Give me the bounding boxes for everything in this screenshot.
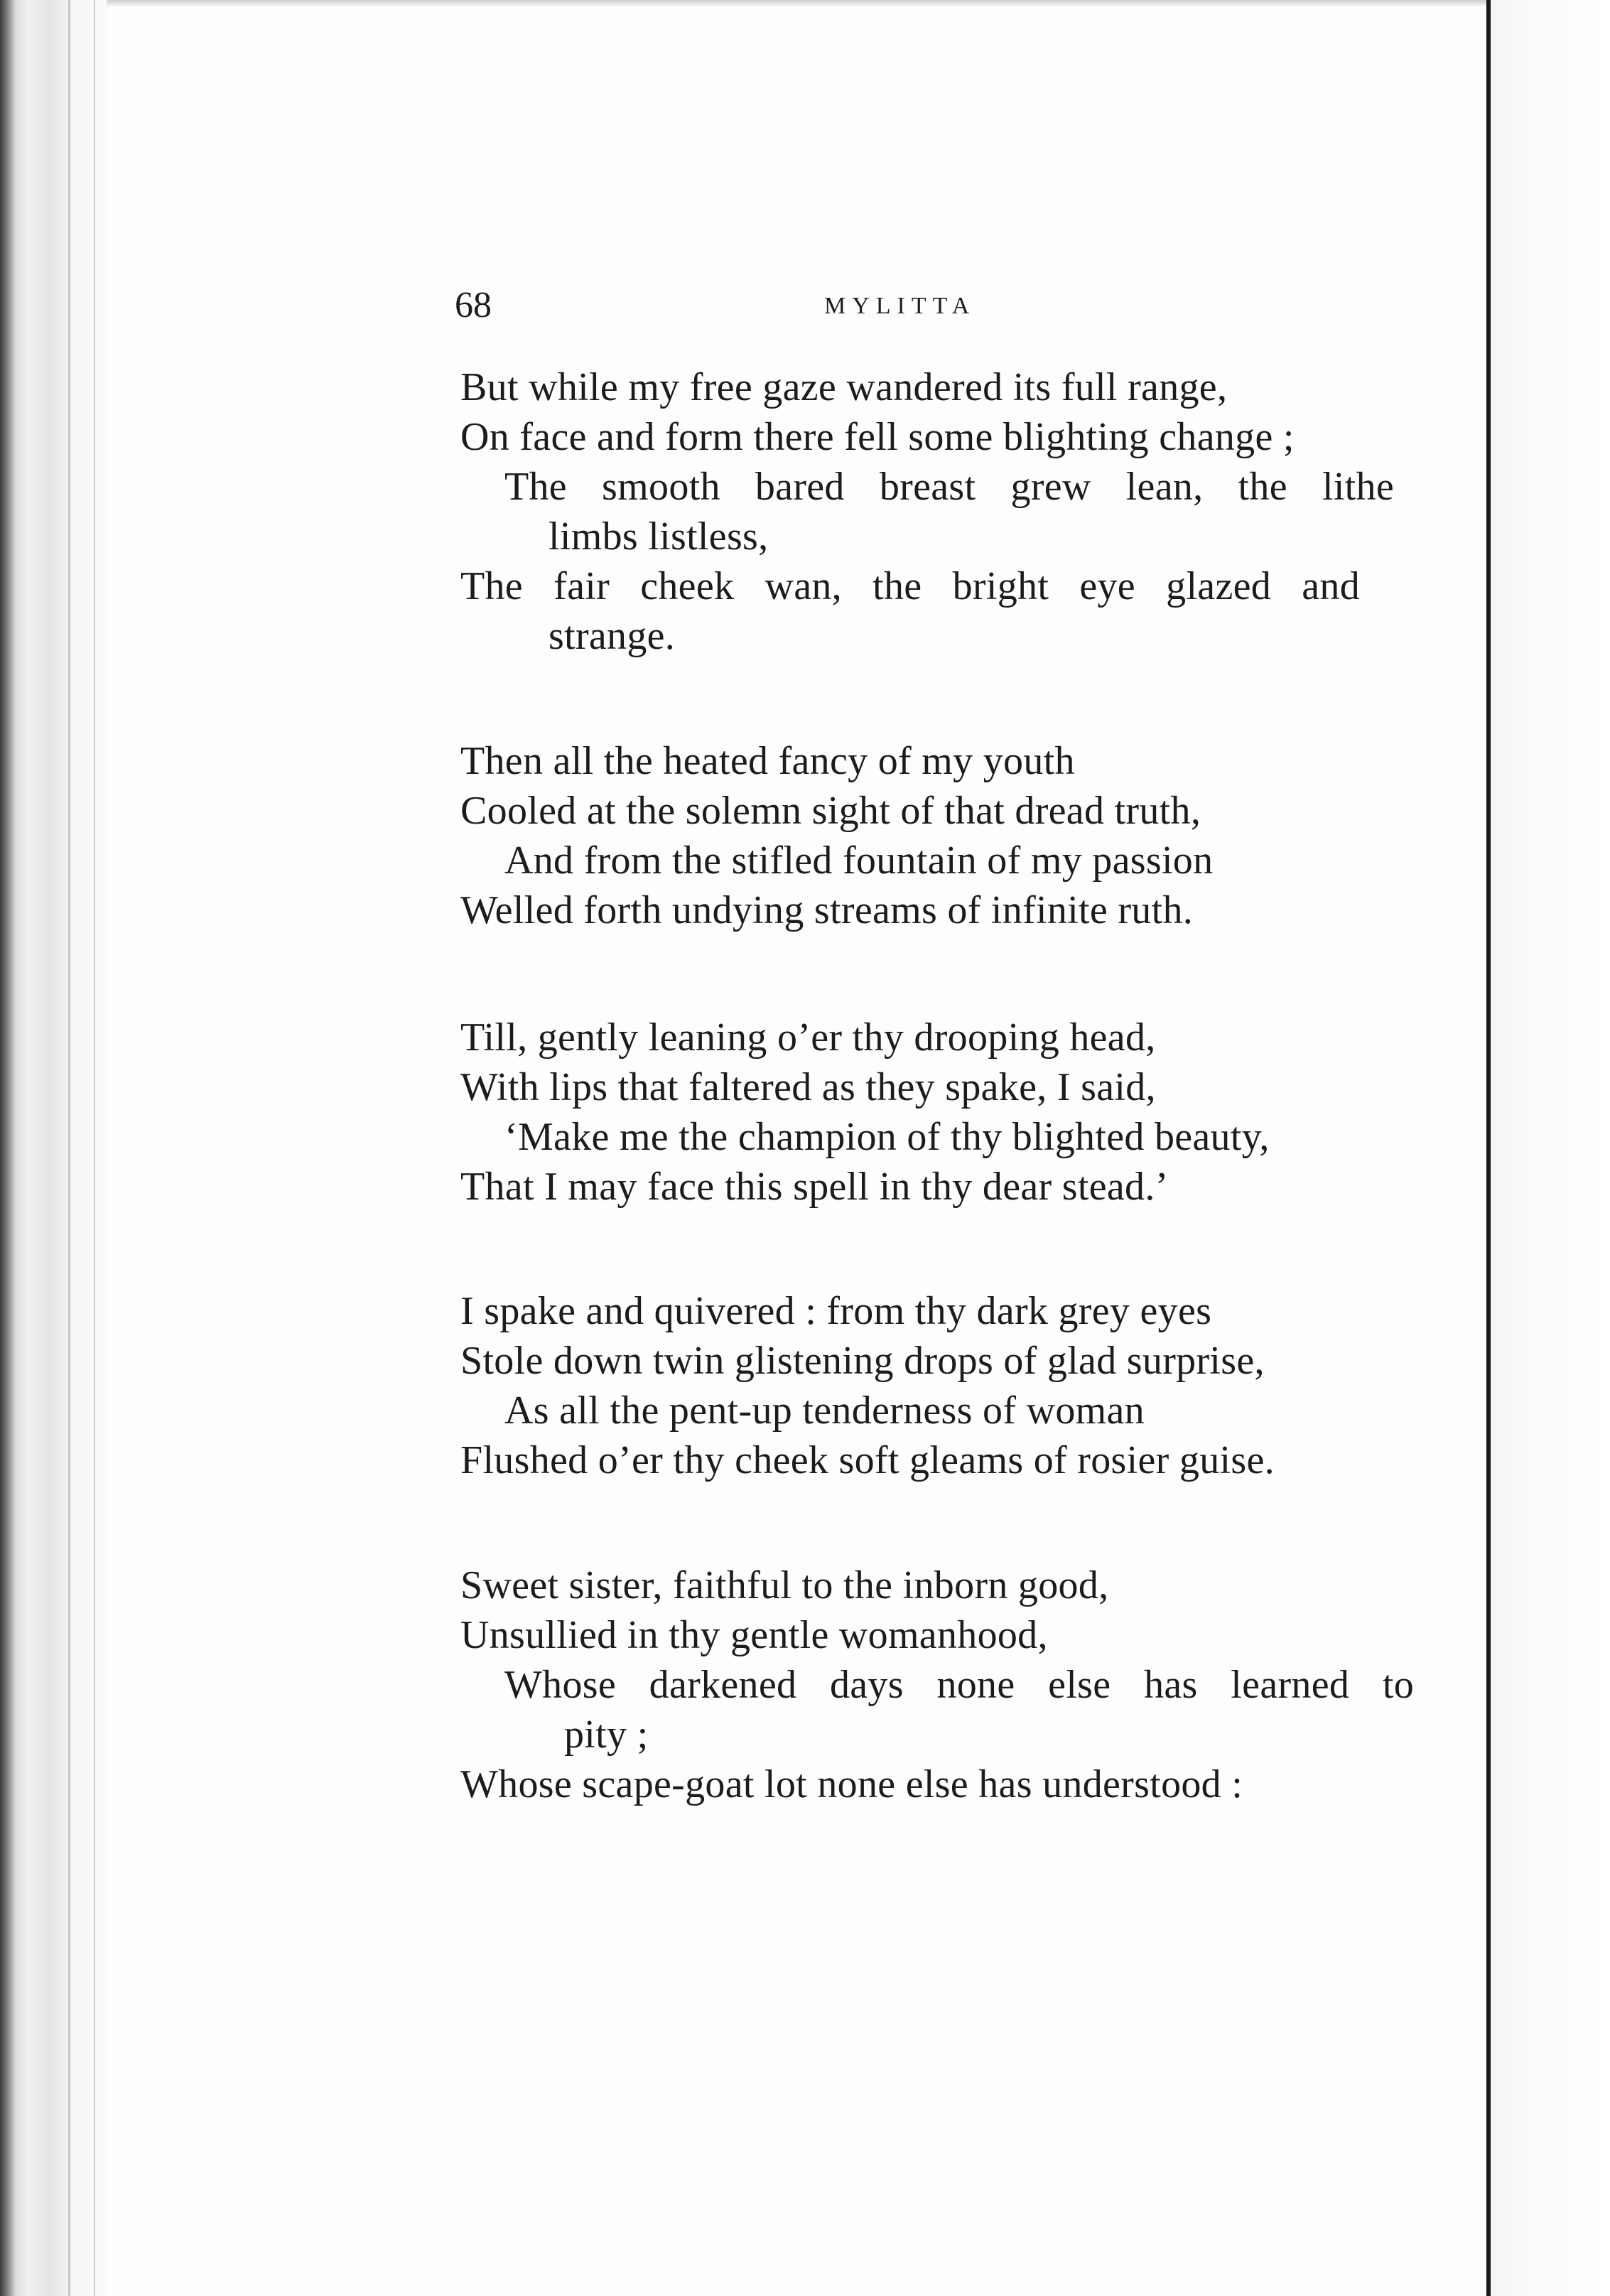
poem-line: As all the pent-up tenderness of woman [504, 1389, 1145, 1433]
poem-line: The smooth bared breast grew lean, the lithe [504, 465, 1394, 509]
poem-line: I spake and quivered : from thy dark grey eyes [460, 1289, 1212, 1333]
running-title: MYLITTA [824, 293, 976, 319]
poem-line: The fair cheek wan, the bright eye glazed and [460, 564, 1360, 608]
binding-gutter [0, 0, 107, 2296]
stanza-1 [460, 362, 1412, 661]
page-number: 68 [455, 285, 492, 325]
poem-line: Till, gently leaning o’er thy drooping head, [460, 1015, 1156, 1060]
poem-line: Then all the heated fancy of my youth [460, 739, 1075, 783]
gutter-fold-line [94, 0, 95, 2296]
poem-line: Unsullied in thy gentle womanhood, [460, 1613, 1048, 1657]
top-edge-shadow [107, 0, 1486, 7]
poem-line-continuation: pity ; [564, 1713, 649, 1757]
poem-line: Cooled at the solemn sight of that dread truth, [460, 789, 1201, 833]
poem-line: On face and form there fell some blighting change ; [460, 415, 1295, 459]
poem-line: And from the stifled fountain of my passion [504, 839, 1214, 883]
poem-line: Whose darkened days none else has learned to [504, 1663, 1414, 1707]
poem-line: ‘Make me the champion of thy blighted beauty, [504, 1115, 1270, 1159]
poem-line: Whose scape-goat lot none else has understood : [460, 1762, 1243, 1806]
stanza-3 [460, 1013, 1412, 1212]
poem-line: But while my free gaze wandered its full range, [460, 365, 1228, 409]
poem-line-continuation: limbs listless, [549, 514, 769, 559]
poem-line: Welled forth undying streams of infinite ruth. [460, 888, 1194, 932]
poem-line: With lips that faltered as they spake, I said, [460, 1065, 1156, 1109]
poem-line: Sweet sister, faithful to the inborn good, [460, 1563, 1109, 1607]
poem-line-continuation: strange. [549, 614, 676, 658]
stanza-5 [460, 1561, 1412, 1809]
stanza-2 [460, 736, 1412, 935]
stanza-4 [460, 1286, 1412, 1485]
poem-line: Flushed o’er thy cheek soft gleams of rosier guise. [460, 1438, 1275, 1482]
right-margin [1491, 0, 1610, 2296]
poem-line: That I may face this spell in thy dear stead.’ [460, 1165, 1169, 1209]
gutter-fold-line [68, 0, 70, 2296]
poem-line: Stole down twin glistening drops of glad surprise, [460, 1339, 1265, 1383]
running-head [455, 281, 1407, 330]
